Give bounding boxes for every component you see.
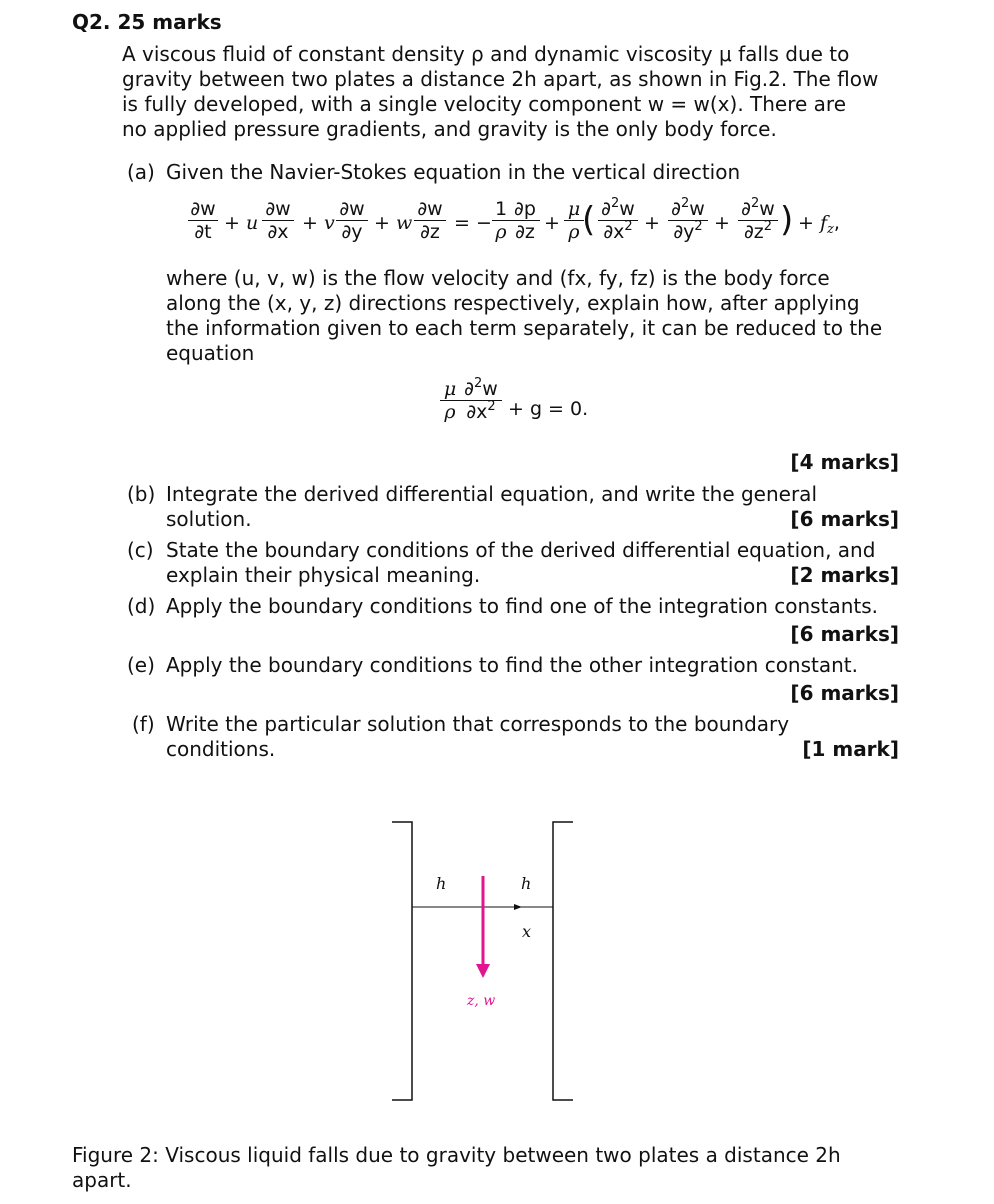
- part-d-text: Apply the boundary conditions to find one of the integration constants.: [166, 594, 878, 618]
- part-a-text: [166, 266, 882, 366]
- part-a-line: where (u, v, w) is the flow velocity and (fx, fy, fz) is the body force: [166, 266, 830, 290]
- part-c-line: explain their physical meaning.: [166, 563, 481, 587]
- intro-line: gravity between two plates a distance 2h apart, as shown in Fig.2. The flow: [122, 67, 879, 91]
- part-e-marks: [6 marks]: [790, 681, 899, 705]
- part-c-line: State the boundary conditions of the derived differential equation, and: [166, 538, 876, 562]
- part-f-line: Write the particular solution that corresponds to the boundary: [166, 712, 790, 736]
- reduced-equation: $\frac{\mu}{\rho}$ $\frac{\partial^2w}{\partial x^2}$ + g = 0.: [0, 378, 994, 438]
- x-axis-arrowhead: [514, 904, 522, 910]
- part-a-label: (a): [127, 160, 155, 184]
- part-b-marks: [6 marks]: [790, 507, 899, 531]
- question-intro: [122, 42, 878, 142]
- part-a-line: along the (x, y, z) directions respectively, explain how, after applying: [166, 291, 860, 315]
- navier-stokes-equation: $\frac{\partial w}{\partial t}$ + u $\frac{\partial w}{\partial x}$ + v $\frac{\partial w}{\partial y}$ + w $\frac{\partial w}{\partial z}$ = − $\frac{1}{\rho}$ $\frac{\partial p}{\partial z}$ + $\frac{\mu}{\rho}$ ( $\frac{\partial^2w}{\partial x^2}$ + $\frac{\partial^2w}{\partial y^2}$ + $\frac{\partial^2w}{\partial z^2}$ ) + $f_z$,: [0, 198, 994, 258]
- part-a-line: equation: [166, 341, 255, 365]
- part-b-line: Integrate the derived differential equation, and write the general: [166, 482, 817, 506]
- part-f-line: conditions.: [166, 737, 276, 761]
- left-plate: [392, 822, 412, 1100]
- caption-line: Figure 2: Viscous liquid falls due to gravity between two plates a distance 2h: [72, 1143, 841, 1167]
- h-right-label: h: [521, 874, 532, 893]
- part-a-line: the information given to each term separately, it can be reduced to the: [166, 316, 883, 340]
- h-left-label: h: [436, 874, 447, 893]
- equation-tail: + g = 0.: [508, 398, 589, 420]
- part-c-label: (c): [127, 538, 154, 562]
- figure-caption: [72, 1143, 841, 1193]
- zw-label: z, w: [467, 993, 496, 1009]
- part-c-marks: [2 marks]: [790, 563, 899, 587]
- part-a-marks: [4 marks]: [790, 450, 899, 474]
- part-e-text: Apply the boundary conditions to find the other integration constant.: [166, 653, 859, 677]
- part-d-label: (d): [127, 594, 156, 618]
- part-f-marks: [1 mark]: [802, 737, 899, 761]
- part-b-label: (b): [127, 482, 156, 506]
- part-a-lead: Given the Navier-Stokes equation in the vertical direction: [166, 160, 741, 184]
- intro-line: is fully developed, with a single velocity component w = w(x). There are: [122, 92, 847, 116]
- question-title: Q2. 25 marks: [72, 10, 222, 34]
- part-d-marks: [6 marks]: [790, 622, 899, 646]
- intro-line: no applied pressure gradients, and gravity is the only body force.: [122, 117, 777, 141]
- right-plate: [553, 822, 573, 1100]
- plates-diagram: [380, 810, 600, 1110]
- part-f-text: [166, 712, 789, 762]
- zw-arrow-head: [476, 964, 490, 978]
- part-b-line: solution.: [166, 507, 252, 531]
- part-e-label: (e): [127, 653, 155, 677]
- caption-line: apart.: [72, 1168, 132, 1192]
- x-label: x: [522, 922, 532, 941]
- part-c-text: [166, 538, 875, 588]
- intro-line: A viscous fluid of constant density ρ and dynamic viscosity μ falls due to: [122, 42, 850, 66]
- part-f-label: (f): [132, 712, 155, 736]
- part-b-text: [166, 482, 817, 532]
